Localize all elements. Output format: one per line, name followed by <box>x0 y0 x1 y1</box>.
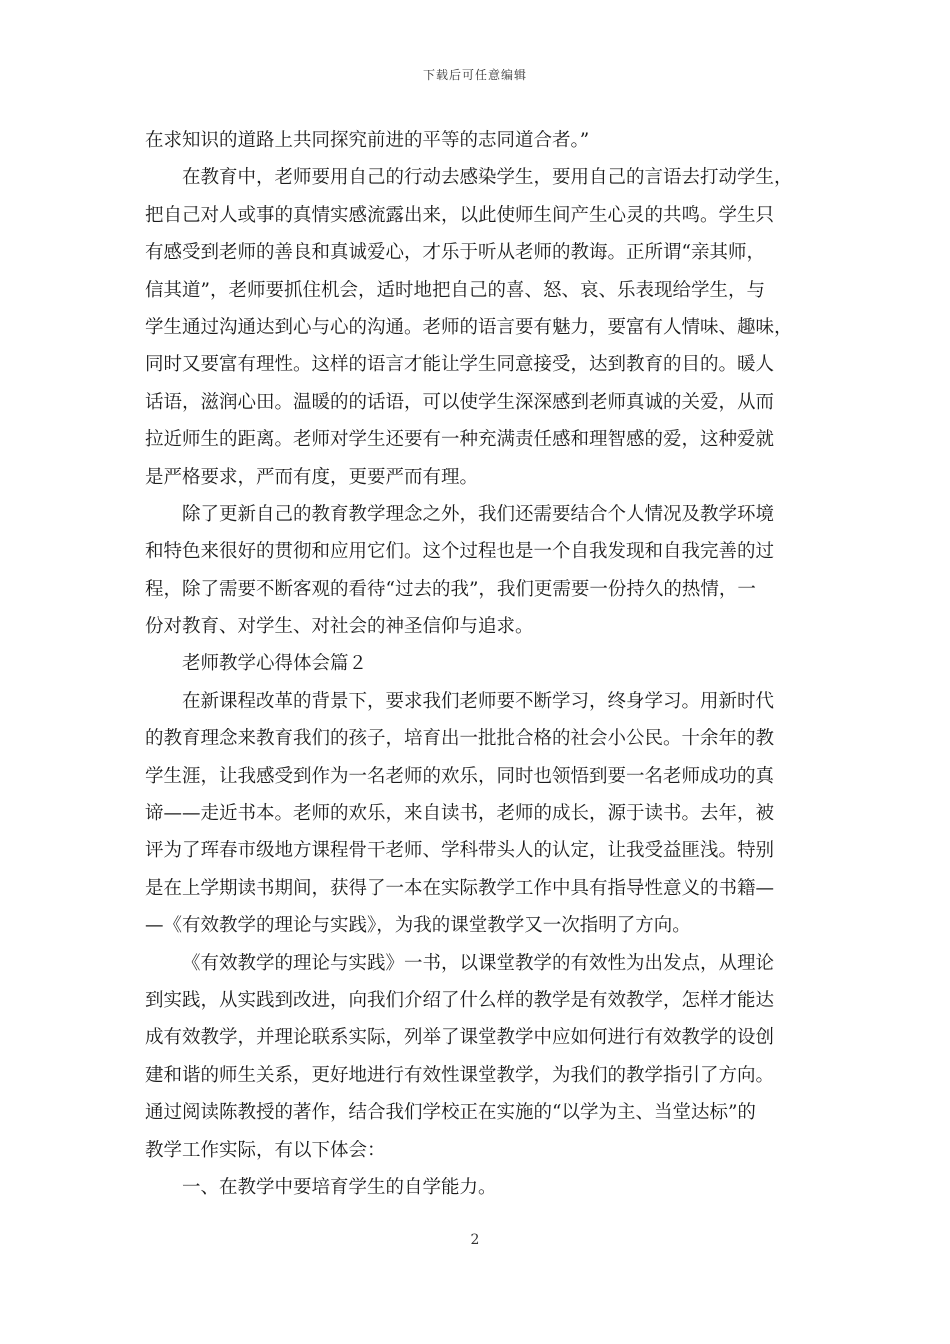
text-line: 有感受到老师的善良和真诚爱心，才乐于听从老师的教诲。正所谓“亲其师， <box>145 242 765 264</box>
text-line: 份对教育、对学生、对社会的神圣信仰与追求。 <box>145 616 534 638</box>
text-line: 在求知识的道路上共同探究前进的平等的志同道合者。” <box>145 130 590 151</box>
text-line: 在新课程改革的背景下，要求我们老师要不断学习，终身学习。用新时代 <box>182 690 775 712</box>
text-line: 教学工作实际，有以下体会： <box>145 1139 386 1161</box>
text-line: 同时又要富有理性。这样的语言才能让学生同意接受，达到教育的目的。暖人 <box>145 354 775 376</box>
text-line: 谛——走近书本。老师的欢乐，来自读书，老师的成长，源于读书。去年，被 <box>145 803 775 825</box>
text-line: 通过阅读陈教授的著作，结合我们学校正在实施的“以学为主、当堂达标”的 <box>145 1102 756 1124</box>
text-line: 和特色来很好的贯彻和应用它们。这个过程也是一个自我发现和自我完善的过 <box>145 541 775 563</box>
text-line: 把自己对人或事的真情实感流露出来，以此使师生间产生心灵的共鸣。学生只 <box>145 204 775 226</box>
text-line: 信其道”，老师要抓住机会，适时地把自己的喜、怒、哀、乐表现给学生，与 <box>145 279 765 301</box>
text-line: 评为了珲春市级地方课程骨干老师、学科带头人的认定，让我受益匪浅。特别 <box>145 840 775 862</box>
text-line: 《有效教学的理论与实践》一书，以课堂教学的有效性为出发点，从理论 <box>182 952 775 974</box>
text-line: 除了更新自己的教育教学理念之外，我们还需要结合个人情况及教学环境 <box>182 503 775 525</box>
page-header: 下载后可任意编辑 <box>422 68 527 82</box>
text-line: 的教育理念来教育我们的孩子，培育出一批批合格的社会小公民。十余年的教 <box>145 728 775 750</box>
text-line: 拉近师生的距离。老师对学生还要有一种充满责任感和理智感的爱，这种爱就 <box>145 429 775 451</box>
text-line: 话语，滋润心田。温暖的的话语，可以使学生深深感到老师真诚的关爱，从而 <box>145 391 775 413</box>
text-line: 是在上学期读书期间，获得了一本在实际教学工作中具有指导性意义的书籍— <box>145 877 775 899</box>
text-line: 一、在教学中要培育学生的自学能力。 <box>182 1176 497 1198</box>
section-heading: 老师教学心得体会篇２ <box>182 653 368 675</box>
text-line: 学生通过沟通达到心与心的沟通。老师的语言要有魅力，要富有人情味、趣味， <box>145 316 793 338</box>
document-body <box>145 122 805 1206</box>
text-line: 程，除了需要不断客观的看待“过去的我”，我们更需要一份持久的热情，一 <box>145 578 756 600</box>
text-line: 建和谐的师生关系，更好地进行有效性课堂教学，为我们的教学指引了方向。 <box>145 1064 775 1086</box>
text-line: 学生涯，让我感受到作为一名老师的欢乐，同时也领悟到要一名老师成功的真 <box>145 765 775 787</box>
text-line: 是严格要求，严而有度，更要严而有理。 <box>145 466 479 488</box>
text-line: 成有效教学，并理论联系实际，列举了课堂教学中应如何进行有效教学的设创 <box>145 1027 775 1049</box>
page-number: 2 <box>470 1232 480 1248</box>
text-line: —《有效教学的理论与实践》，为我的课堂教学又一次指明了方向。 <box>145 915 691 937</box>
text-line: 在教育中，老师要用自己的行动去感染学生，要用自己的言语去打动学生， <box>182 167 793 189</box>
text-line: 到实践，从实践到改进，向我们介绍了什么样的教学是有效教学，怎样才能达 <box>145 989 775 1011</box>
